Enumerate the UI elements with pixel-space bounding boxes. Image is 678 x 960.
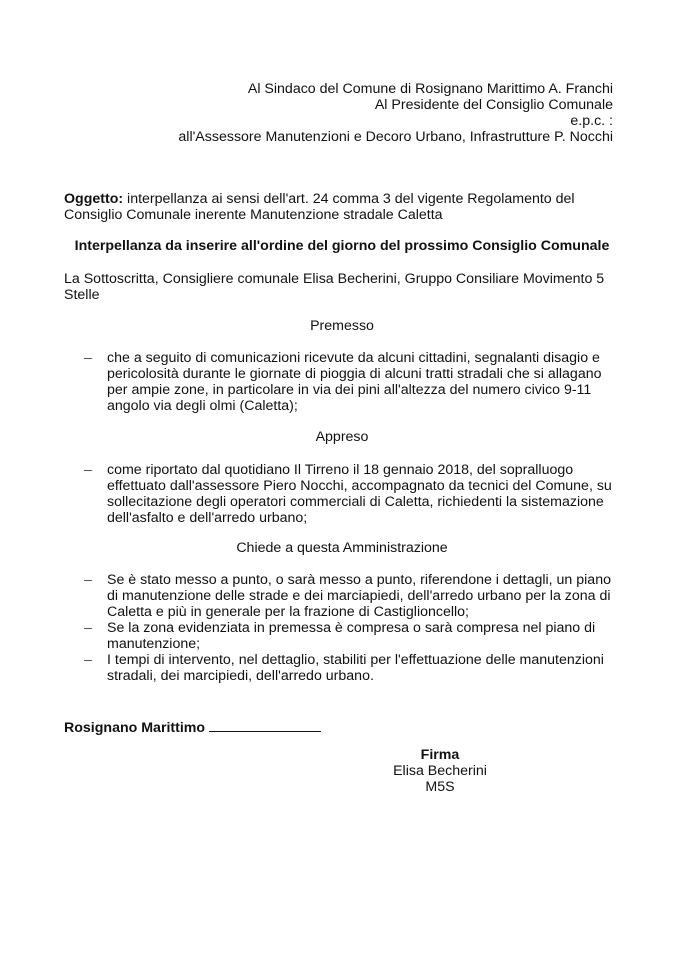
list-item <box>84 620 624 652</box>
list-item-text: come riportato dal quotidiano Il Tirreno il 18 gennaio 2018, del sopralluogo effettuato dall'assessore Piero Nocchi, accompagnato da tecnici del Comune, su sollecitazione degli operatori commerciali di Caletta, richiedenti la sistemazione dell'asfalto e dell'arredo urbano; <box>107 462 612 526</box>
appreso-list <box>84 462 624 526</box>
addressee-line: all'Assessore Manutenzioni e Decoro Urbano, Infrastrutture P. Nocchi <box>178 129 613 145</box>
subject-text: interpellanza ai sensi dell'art. 24 comma 3 del vigente Regolamento del Consiglio Comunale inerente Manutenzione stradale Caletta <box>64 191 575 223</box>
section-title-chiede: Chiede a questa Amministrazione <box>236 540 448 556</box>
subject-paragraph <box>64 191 620 223</box>
addressee-line: Al Sindaco del Comune di Rosignano Marittimo A. Franchi <box>247 81 613 97</box>
signature-label: Firma <box>420 747 460 763</box>
date-blank-line <box>209 718 321 732</box>
list-item <box>84 652 624 684</box>
dash-bullet: – <box>84 572 92 588</box>
list-item-text: I tempi di intervento, nel dettaglio, stabiliti per l'effettuazione delle manutenzioni stradali, dei marcipiedi, dell'arredo urbano. <box>107 652 604 684</box>
list-item <box>84 350 624 414</box>
signer-name: Elisa Becherini <box>393 763 487 779</box>
premesso-list <box>84 350 624 414</box>
place-date-line <box>64 718 321 736</box>
addressee-line: e.p.c. : <box>570 113 613 129</box>
place-label: Rosignano Marittimo <box>64 720 206 736</box>
section-title-appreso: Appreso <box>315 429 369 445</box>
list-item <box>84 572 624 620</box>
section-title-premesso: Premesso <box>310 318 374 334</box>
list-item <box>84 462 624 526</box>
addressee-block <box>178 81 613 145</box>
chiede-list <box>84 572 624 684</box>
dash-bullet: – <box>84 462 92 478</box>
interpellanza-heading: Interpellanza da inserire all'ordine del giorno del prossimo Consiglio Comunale <box>74 238 610 254</box>
dash-bullet: – <box>84 652 92 668</box>
signature-block <box>380 747 500 795</box>
dash-bullet: – <box>84 350 92 366</box>
list-item-text: che a seguito di comunicazioni ricevute da alcuni cittadini, segnalanti disagio e pericolosità durante le giornate di pioggia di alcuni tratti stradali che si allagano per ampie zone, in particolare in via dei pini all'altezza del numero civico 9-11 angolo via degli olmi (Caletta); <box>107 350 602 414</box>
dash-bullet: – <box>84 620 92 636</box>
addressee-line: Al Presidente del Consiglio Comunale <box>374 97 613 113</box>
subject-label: Oggetto: <box>64 191 124 207</box>
signer-group: M5S <box>425 779 455 795</box>
intro-paragraph: La Sottoscritta, Consigliere comunale Elisa Becherini, Gruppo Consiliare Movimento 5 Stelle <box>64 271 605 303</box>
list-item-text: Se è stato messo a punto, o sarà messo a punto, riferendone i dettagli, un piano di manutenzione delle strade e dei marciapiedi, dell'arredo urbano per la zona di Caletta e più in generale per la frazione di Castiglioncello; <box>107 572 611 620</box>
list-item-text: Se la zona evidenziata in premessa è compresa o sarà compresa nel piano di manutenzione; <box>107 620 596 652</box>
